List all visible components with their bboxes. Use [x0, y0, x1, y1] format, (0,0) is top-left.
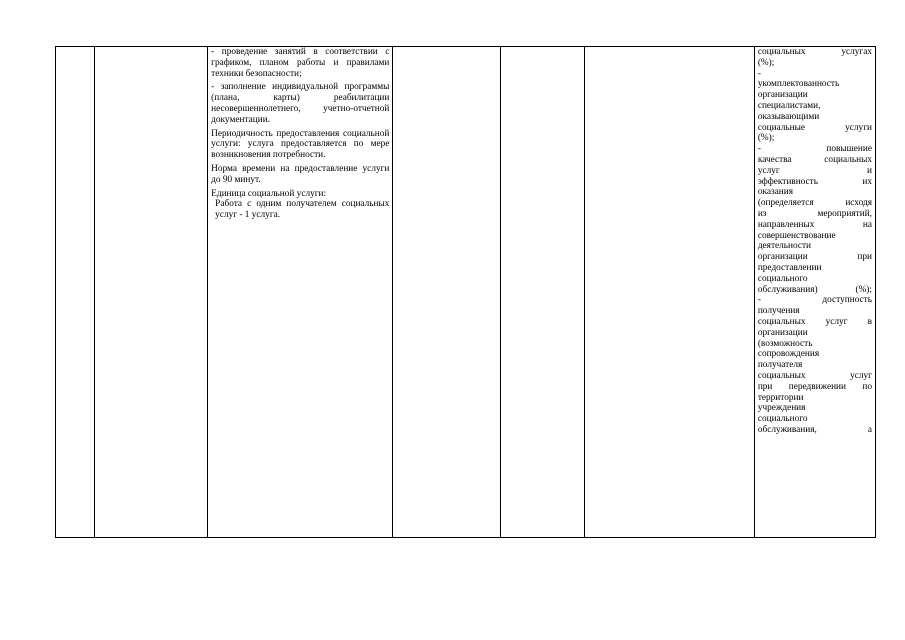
indicator-line: - повышение: [757, 144, 872, 155]
indicator-line: социальных услугах: [757, 47, 872, 57]
indicator-line: деятельности: [757, 241, 812, 252]
indicator-line: (%);: [757, 133, 775, 144]
time-norm-text: Норма времени на предоставление услуги до 90 минут.: [211, 163, 390, 185]
indicator-line: получателя: [757, 360, 803, 371]
indicator-line: (%);: [757, 57, 775, 68]
indicator-line: совершенствование: [757, 230, 836, 241]
indicator-line: социальные услуги: [757, 122, 872, 133]
indicator-line: социального: [757, 273, 808, 284]
indicator-line: (возможность: [757, 338, 813, 349]
indicator-line: направленных на: [757, 219, 872, 230]
cell-number: [56, 47, 95, 538]
quality-indicators-text: [758, 47, 872, 436]
indicator-line: качества социальных: [757, 154, 872, 165]
cell-quality-indicators: [754, 47, 875, 538]
description-paragraph-1: - проведение занятий в соответствии с графиком, планом работы и правилами техники безопасности;: [211, 47, 390, 79]
indicator-line: услуг и: [757, 165, 872, 176]
indicator-line: из мероприятий,: [757, 208, 872, 219]
indicator-line: предоставлении: [757, 262, 822, 273]
table-row: [56, 47, 876, 538]
cell-service-description: [208, 47, 393, 538]
indicator-line: организации: [757, 327, 808, 338]
indicator-line: обслуживания, а: [757, 424, 872, 435]
indicator-line: учреждения: [757, 403, 806, 414]
periodicity-text: Периодичность предоставления социальной услуги: услуга предоставляется по мере возникновения потребности.: [211, 128, 390, 161]
cell-empty-4: [393, 47, 500, 538]
indicator-line: обслуживания) (%);: [757, 284, 872, 295]
cell-service-name: [95, 47, 208, 538]
indicator-line: социальных услуг в: [757, 316, 872, 327]
indicator-line: при передвижении по: [757, 381, 872, 392]
indicator-line: (определяется исходя: [757, 198, 872, 209]
indicator-line: укомплектованность: [757, 79, 840, 90]
indicator-line: социального: [757, 414, 808, 425]
indicator-line: оказания: [757, 187, 793, 198]
indicator-line: - доступность: [757, 295, 872, 306]
cell-empty-6: [584, 47, 754, 538]
cell-empty-5: [500, 47, 584, 538]
unit-label: Единица социальной услуги:: [211, 188, 327, 199]
services-table: [55, 46, 876, 538]
indicator-line: социальных услуг: [757, 370, 872, 381]
indicator-line: -: [757, 68, 761, 79]
indicator-line: организации: [757, 90, 808, 101]
indicator-line: специалистами,: [757, 100, 821, 111]
unit-value: Работа с одним получателем социальных услуг - 1 услуга.: [215, 199, 390, 221]
indicator-line: сопровождения: [757, 349, 820, 360]
indicator-line: эффективность их: [757, 176, 872, 187]
indicator-line: получения: [757, 306, 800, 317]
indicator-line: оказывающими: [757, 111, 820, 122]
indicator-line: территории: [757, 392, 804, 403]
description-paragraph-2: - заполнение индивидуальной программы (плана, карты) реабилитации несовершеннолетнего, учетно-отчетной документации.: [211, 82, 390, 125]
indicator-line: организации при: [757, 252, 872, 263]
